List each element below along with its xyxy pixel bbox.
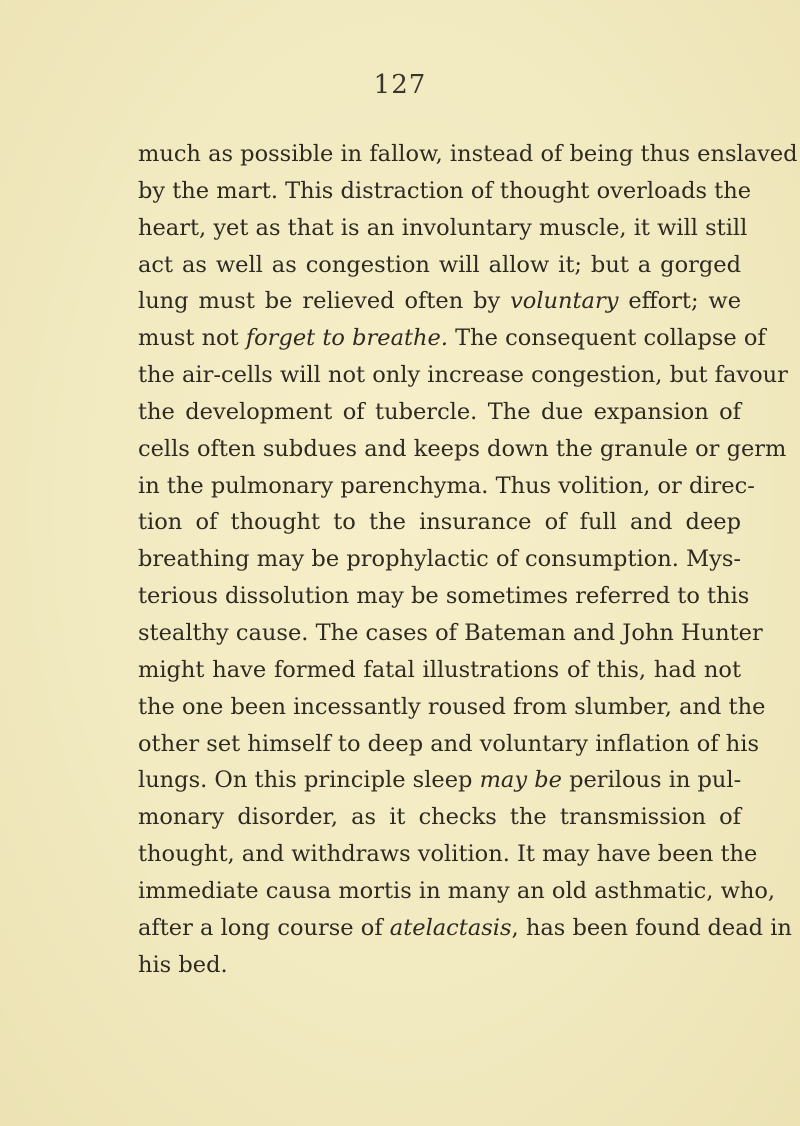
text-segment: terious dissolution may be sometimes referred to this	[138, 583, 750, 610]
italic-text: voluntary	[510, 288, 619, 315]
text-line	[138, 173, 752, 210]
text-line	[138, 762, 741, 799]
text-segment: by the mart. This distraction of thought overloads the	[138, 177, 752, 204]
text-segment: the development of tubercle. The due expansion of	[138, 398, 741, 425]
text-segment: the one been incessantly roused from slumber, and the	[138, 693, 766, 720]
text-segment: heart, yet as that is an involuntary muscle, it will still	[138, 214, 748, 241]
italic-text: may be	[479, 767, 562, 794]
text-line	[138, 726, 760, 763]
text-segment: in the pulmonary parenchyma. Thus volition, or direc-	[138, 472, 755, 499]
text-line	[138, 836, 758, 873]
text-line	[138, 910, 792, 947]
text-segment: The consequent collapse of	[447, 325, 766, 352]
text-line	[138, 357, 788, 394]
text-line	[138, 541, 741, 578]
text-segment: thought, and withdraws volition. It may have been the	[138, 841, 758, 868]
text-line	[138, 468, 755, 505]
text-segment: stealthy cause. The cases of Bateman and John Hunter	[138, 619, 763, 646]
text-line	[138, 320, 766, 357]
text-line	[138, 431, 787, 468]
text-line	[138, 578, 750, 615]
text-line	[138, 652, 741, 689]
text-segment: monary disorder, as it checks the transmission of	[138, 804, 741, 831]
italic-text: atelactasis	[389, 914, 512, 941]
text-segment: must not	[138, 325, 246, 352]
text-segment: , has been found dead in	[511, 914, 792, 941]
text-line	[138, 615, 763, 652]
text-segment: act as well as congestion will allow it; but a gorged	[138, 251, 741, 278]
text-line	[138, 247, 741, 284]
text-segment: lungs. On this principle sleep	[138, 767, 480, 794]
text-segment: effort; we	[618, 288, 742, 315]
text-line	[138, 689, 766, 726]
text-segment: the air-cells will not only increase congestion, but favour	[138, 362, 788, 389]
text-segment: his bed.	[138, 951, 228, 978]
text-line	[138, 504, 741, 541]
text-line	[138, 947, 741, 984]
text-segment: cells often subdues and keeps down the granule or germ	[138, 435, 787, 462]
text-segment: lung must be relieved often by	[138, 288, 511, 315]
text-segment: tion of thought to the insurance of full and deep	[138, 509, 741, 536]
text-segment: much as possible in fallow, instead of being thus enslaved	[138, 141, 798, 167]
page-number: 127	[373, 70, 427, 100]
text-segment: might have formed fatal illustrations of this, had not	[138, 656, 741, 683]
text-line	[138, 136, 798, 173]
body-text	[138, 136, 798, 983]
text-segment: perilous in pul-	[561, 767, 742, 794]
text-segment: after a long course of	[138, 914, 390, 941]
text-segment: breathing may be prophylactic of consumption. Mys-	[138, 546, 741, 573]
text-line	[138, 210, 748, 247]
italic-text: forget to breathe.	[245, 325, 448, 352]
text-line	[138, 799, 741, 836]
text-line	[138, 873, 776, 910]
text-line	[138, 283, 741, 320]
text-segment: other set himself to deep and voluntary inflation of his	[138, 730, 760, 757]
text-segment: immediate causa mortis in many an old asthmatic, who,	[138, 877, 776, 904]
text-line	[138, 394, 741, 431]
